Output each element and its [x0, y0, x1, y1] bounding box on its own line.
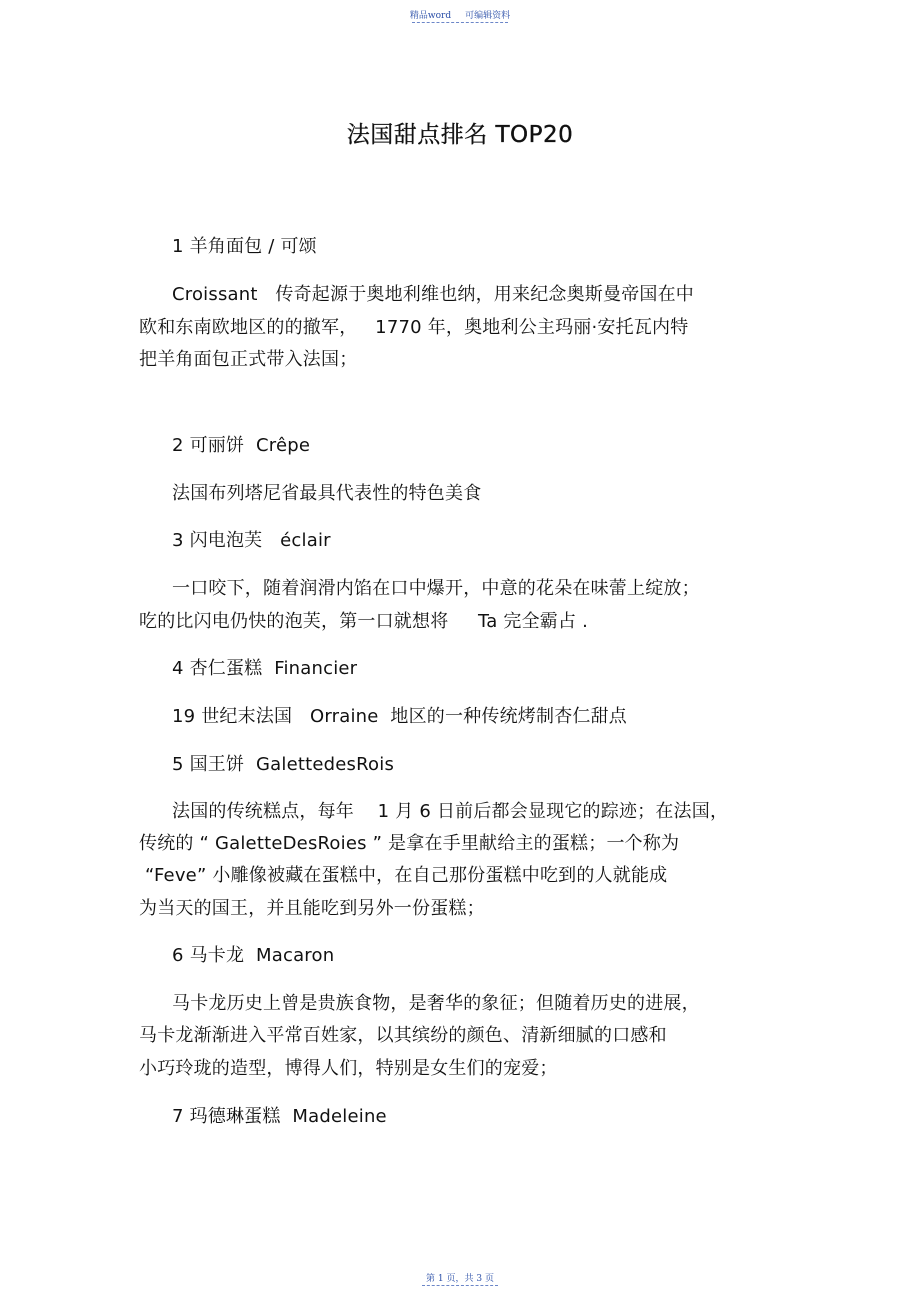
footer-divider — [422, 1285, 498, 1286]
paragraph-line: 为当天的国王，并且能吃到另外一份蛋糕； — [139, 898, 485, 919]
header-right-text: 可编辑资料 — [465, 11, 511, 21]
paragraph-line: 把羊角面包正式带入法国； — [139, 349, 358, 370]
paragraph-line: 法国布列塔尼省最具代表性的特色美食 — [172, 483, 482, 504]
heading-4-financier: 4 杏仁蛋糕 Financier — [172, 658, 358, 679]
header-divider — [412, 22, 508, 23]
paragraph-line: 马卡龙渐渐进入平常百姓家，以其缤纷的颜色、清新细腻的口感和 — [139, 1025, 667, 1046]
page-header-watermark — [0, 8, 920, 21]
heading-2-crepe: 2 可丽饼 Crêpe — [172, 435, 311, 456]
page-title: 法国甜点排名 TOP20 — [346, 122, 574, 148]
header-left-text: 精品word — [409, 11, 452, 21]
heading-5-galette-des-rois: 5 国王饼 GalettedesRois — [172, 754, 395, 775]
paragraph-line: 一口咬下，随着润滑内馅在口中爆开，中意的花朵在味蕾上绽放； — [172, 578, 700, 599]
heading-3-eclair: 3 闪电泡芙 éclair — [172, 530, 331, 551]
heading-7-madeleine: 7 玛德琳蛋糕 Madeleine — [172, 1106, 387, 1127]
paragraph-line: 欧和东南欧地区的的撤军， 1770 年，奥地利公主玛丽·安托瓦内特 — [139, 317, 689, 338]
paragraph-line: 小巧玲珑的造型，博得人们，特别是女生们的宠爱； — [139, 1058, 558, 1079]
paragraph-line: Croissant 传奇起源于奥地利维也纳，用来纪念奥斯曼帝国在中 — [172, 284, 695, 305]
paragraph-line: 传统的 “ GaletteDesRoies ” 是拿在手里献给主的蛋糕；一个称为 — [139, 833, 680, 854]
heading-6-macaron: 6 马卡龙 Macaron — [172, 945, 335, 966]
paragraph-line: 法国的传统糕点，每年 1 月 6 日前后都会显现它的踪迹；在法国， — [172, 801, 729, 822]
page-footer-number: 第 1 页，共 3 页 — [426, 1274, 494, 1284]
paragraph-line: 19 世纪末法国 Orraine 地区的一种传统烤制杏仁甜点 — [172, 706, 627, 727]
heading-1-croissant: 1 羊角面包 / 可颂 — [172, 236, 317, 257]
paragraph-line: 吃的比闪电仍快的泡芙，第一口就想将 Ta 完全霸占 . — [139, 611, 589, 632]
paragraph-line: 马卡龙历史上曾是贵族食物，是奢华的象征；但随着历史的进展， — [172, 993, 700, 1014]
paragraph-line: “Feve” 小雕像被藏在蛋糕中，在自己那份蛋糕中吃到的人就能成 — [145, 865, 668, 886]
